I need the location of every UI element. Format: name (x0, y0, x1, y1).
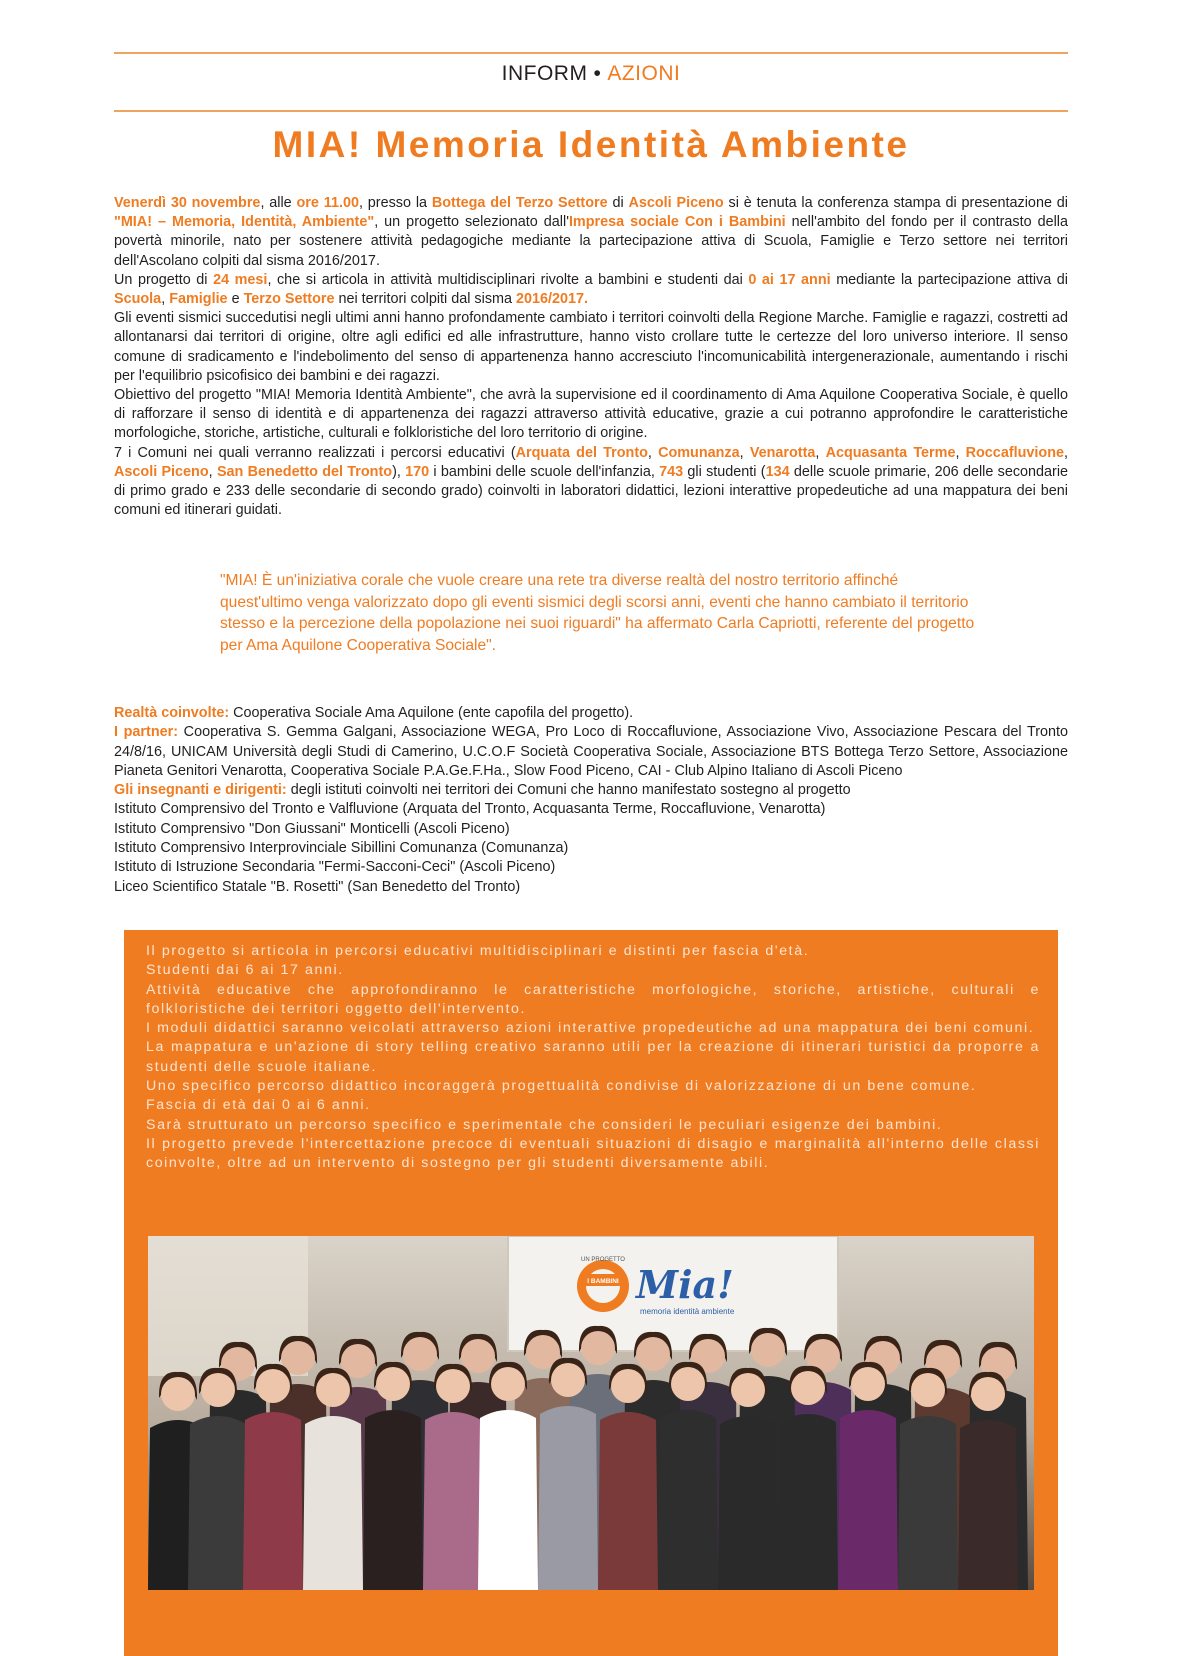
credits-section (114, 704, 1068, 897)
insegnanti-label: Gli insegnanti e dirigenti: (114, 782, 287, 799)
highlight-text: Ascoli Piceno (628, 195, 724, 211)
pull-quote: "MIA! È un'iniziativa corale che vuole creare una rete tra diverse realtà del nostro territorio affinché quest'ultimo venga valorizzato dopo gli eventi sismici degli scorsi anni, eventi che hanno cambiato il territorio stesso e la percezione della popolazione nei suoi riguardi" ha affermato Carla Capriotti, referente del progetto per Ama Aquilone Cooperativa Sociale". (220, 572, 975, 654)
body-text: nell'ambito del fondo per il contrasto della povertà minorile, nato per sostenere attività pedagogiche mediante la partecipazione attiva di Scuola, Famiglie e Terzo settore nei territori dell'Ascolano colpiti dal sisma 2016/2017. (114, 214, 1068, 269)
article-title: MIA! Memoria Identità Ambiente (272, 124, 910, 165)
highlight-text: Arquata del Tronto (515, 444, 648, 461)
person-head (461, 1339, 495, 1373)
body-text: ), (392, 463, 406, 480)
person-body (188, 1416, 248, 1590)
body-text: , (815, 444, 826, 461)
article-paragraph (114, 271, 1068, 309)
highlight-text: 0 ai 17 anni (748, 271, 831, 288)
person-head (911, 1373, 945, 1407)
highlight-text: Famiglie (169, 291, 228, 308)
body-text: delle scuole primarie, 206 delle secondarie di primo grado e 233 delle secondarie di secondo grado) coinvolti in laboratori didattici, lezioni interattive propedeutiche ad una mappatura dei beni comuni ed itinerari guidati. (114, 463, 1069, 519)
realta-line (114, 704, 1068, 723)
istituto-item: Istituto Comprensivo del Tronto e Valfluvione (Arquata del Tronto, Acquasanta Terme, Roccafluvione, Venarotta) (114, 801, 826, 818)
highlight-text: "MIA! – Memoria, Identità, Ambiente" (114, 214, 375, 231)
person-body (423, 1412, 483, 1590)
body-text: Obiettivo del progetto "MIA! Memoria Identità Ambiente", che avrà la supervisione ed il coordinamento di Ama Aquilone Cooperativa Sociale, è quello di rafforzare il senso di identità e di appartenenza dei ragazzi attraverso attività educative, grazie a cui potranno approfondire le caratteristiche morfologiche, storiche, artistiche, culturali e folkloristiche del loro territorio di origine. (114, 387, 1068, 442)
header-separator: • (593, 62, 602, 85)
realta-text: Cooperativa Sociale Ama Aquilone (ente capofila del progetto). (229, 705, 634, 721)
person-head (201, 1373, 235, 1407)
person-head (436, 1369, 470, 1403)
person-body (898, 1416, 958, 1590)
body-text: , (161, 291, 170, 308)
person-head (161, 1377, 195, 1411)
insegnanti-line (114, 781, 1068, 800)
person-body (538, 1406, 598, 1590)
person-body (958, 1420, 1018, 1590)
body-text: Gli eventi sismici succedutisi negli ultimi anni hanno profondamente cambiato i territori coinvolti della Regione Marche. Famiglie e ragazzi, costretti ad allontanarsi dai territori di origine, oltre agli edifici ed alle infrastrutture, hanno visto crollare tutte le certezze del loro universo interiore. Il senso comune di sradicamento e l'indebolimento del senso di appartenenza hanno accresciuto l'incomunicabilità intergenerazionale, aumentando i rischi per l'equilibrio psicofisico dei bambini e dei ragazzi. (114, 310, 1068, 384)
highlight-text: Scuola (114, 291, 162, 308)
body-text: , (647, 444, 659, 461)
person-head (791, 1371, 825, 1405)
group-photo-image (148, 1236, 1034, 1590)
body-text: mediante la partecipazione attiva di (830, 271, 1069, 288)
logo-badge-top: UN PROGETTO (581, 1257, 625, 1263)
highlight-text: Ascoli Piceno (114, 463, 209, 480)
project-info-box (124, 930, 1058, 1656)
person-body (303, 1416, 363, 1590)
article-paragraph (114, 309, 1068, 386)
person-head (316, 1373, 350, 1407)
box-paragraph: Uno specifico percorso didattico incoraggerà progettualità condivise di valorizzazione di un bene comune. (146, 1078, 977, 1095)
body-text: , (208, 463, 217, 480)
logo-word: Mia! (636, 1262, 734, 1307)
person-body (478, 1410, 538, 1590)
istituto-item: Liceo Scientifico Statale "B. Rosetti" (San Benedetto del Tronto) (114, 878, 521, 895)
page-header (0, 62, 1182, 86)
article-body (114, 194, 1068, 520)
realta-label: Realtà coinvolte: (114, 705, 230, 721)
highlight-text: Terzo Settore (243, 291, 335, 308)
person-body (243, 1412, 303, 1590)
istituto-item: Istituto di Istruzione Secondaria "Fermi-Sacconi-Ceci" (Ascoli Piceno) (114, 859, 556, 876)
body-text: di (607, 195, 629, 211)
section-name: AZIONI (607, 62, 681, 85)
highlight-text: 170 (405, 463, 430, 480)
person-body (598, 1412, 658, 1590)
box-paragraph: La mappatura e un'azione di story telling creativo saranno utili per la creazione di itinerari turistici da proporre a studenti delle scuole italiane. (146, 1039, 1040, 1075)
body-text: , presso la (358, 195, 432, 211)
highlight-text: Impresa sociale Con i Bambini (568, 214, 786, 231)
person-head (636, 1337, 670, 1371)
body-text: , un progetto selezionato dall' (374, 214, 569, 231)
magazine-name: INFORM (501, 62, 588, 85)
person-body (838, 1410, 898, 1590)
person-head (611, 1369, 645, 1403)
body-text: i bambini delle scuole dell'infanzia, (429, 463, 660, 480)
highlight-text: ore 11.00 (296, 195, 359, 211)
person-head (403, 1337, 437, 1371)
header-top-rule (114, 52, 1068, 54)
person-head (551, 1363, 585, 1397)
mia-logo (577, 1257, 735, 1316)
project-info-text (146, 942, 1040, 1174)
highlight-text: Venerdì 30 novembre (114, 195, 261, 211)
person-head (731, 1373, 765, 1407)
partner-line (114, 723, 1068, 781)
article-paragraph (114, 194, 1068, 271)
body-text: Un progetto di (114, 271, 214, 288)
body-text: , che si articola in attività multidisciplinari rivolte a bambini e studenti dai (267, 271, 749, 288)
body-text: , (739, 444, 750, 461)
highlight-text: 2016/2017. (516, 291, 589, 308)
body-text: nei territori colpiti dal sisma (334, 291, 517, 308)
box-paragraph: I moduli didattici saranno veicolati attraverso azioni interattive propedeutiche ad una mappatura dei beni comuni. (146, 1020, 1035, 1037)
istituto-item: Istituto Comprensivo Interprovinciale Sibillini Comunanza (Comunanza) (114, 840, 569, 857)
highlight-text: Comunanza (658, 444, 740, 461)
person-head (971, 1377, 1005, 1411)
person-body (718, 1416, 778, 1590)
istituti-list (114, 800, 1068, 896)
box-paragraph: Il progetto si articola in percorsi educativi multidisciplinari e distinti per fascia d'età. (146, 943, 810, 959)
person-head (671, 1367, 705, 1401)
box-paragraph: Attività educative che approfondiranno le caratteristiche morfologiche, storiche, artistiche, culturali e folkloristiche dei territori oggetto dell'intervento. (146, 981, 1040, 1017)
person-body (658, 1410, 718, 1590)
box-paragraph: Fascia di età dai 0 ai 6 anni. (146, 1097, 371, 1114)
insegnanti-text: degli istituti coinvolti nei territori dei Comuni che hanno manifestato sostegno al progetto (286, 782, 851, 799)
highlight-text: Roccafluvione (965, 444, 1064, 461)
highlight-text: Bottega del Terzo Settore (431, 195, 608, 211)
person-body (363, 1410, 423, 1590)
body-text: 7 i Comuni nei quali verranno realizzati i percorsi educativi ( (114, 444, 516, 461)
body-text: , (1064, 444, 1068, 461)
person-head (751, 1333, 785, 1367)
person-body (778, 1414, 838, 1590)
body-text: gli studenti ( (683, 463, 766, 480)
box-paragraph: Sarà strutturato un percorso specifico e sperimentale che consideri le peculiari esigenze dei bambini. (146, 1116, 943, 1133)
highlight-text: 134 (765, 463, 790, 480)
person-head (256, 1369, 290, 1403)
person-head (491, 1367, 525, 1401)
body-text: si è tenuta la conferenza stampa di presentazione di (723, 195, 1068, 211)
body-text: , (955, 444, 966, 461)
highlight-text: San Benedetto del Tronto (216, 463, 393, 480)
istituto-item: Istituto Comprensivo "Don Giussani" Monticelli (Ascoli Piceno) (114, 820, 510, 837)
person-head (851, 1367, 885, 1401)
article-paragraph (114, 386, 1068, 444)
partner-text: Cooperativa S. Gemma Galgani, Associazione WEGA, Pro Loco di Roccafluvione, Associazione Vivo, Associazione Pescara del Tronto 24/8/16, UNICAM Università degli Studi di Camerino, U.C.O.F Società Cooperativa Sociale, Associazione BTS Bottega Terzo Settore, Associazione Pianeta Genitori Venarotta, Cooperativa Sociale P.A.Ge.F.Ha., Slow Food Piceno, CAI - Club Alpino Italiano di Ascoli Piceno (114, 724, 1068, 779)
header-bottom-rule (114, 110, 1068, 112)
article-paragraph (114, 444, 1068, 521)
logo-badge-main: I BAMBINI (587, 1278, 619, 1285)
group-photo (148, 1236, 1034, 1590)
box-paragraph: Il progetto prevede l'intercettazione precoce di eventuali situazioni di disagio e marginalità all'interno delle classi coinvolte, oltre ad un intervento di sostegno per gli studenti diversamente abili. (146, 1135, 1040, 1172)
logo-tagline: memoria identità ambiente (640, 1307, 735, 1316)
body-text: , alle (260, 195, 297, 211)
person-head (581, 1331, 615, 1365)
box-paragraph: Studenti dai 6 ai 17 anni. (146, 962, 344, 979)
highlight-text: 24 mesi (213, 271, 268, 288)
highlight-text: Venarotta (749, 444, 816, 461)
highlight-text: Acquasanta Terme (825, 444, 956, 461)
person-head (376, 1367, 410, 1401)
highlight-text: 743 (659, 463, 684, 480)
body-text: e (227, 291, 244, 308)
partner-label: I partner: (114, 724, 179, 741)
